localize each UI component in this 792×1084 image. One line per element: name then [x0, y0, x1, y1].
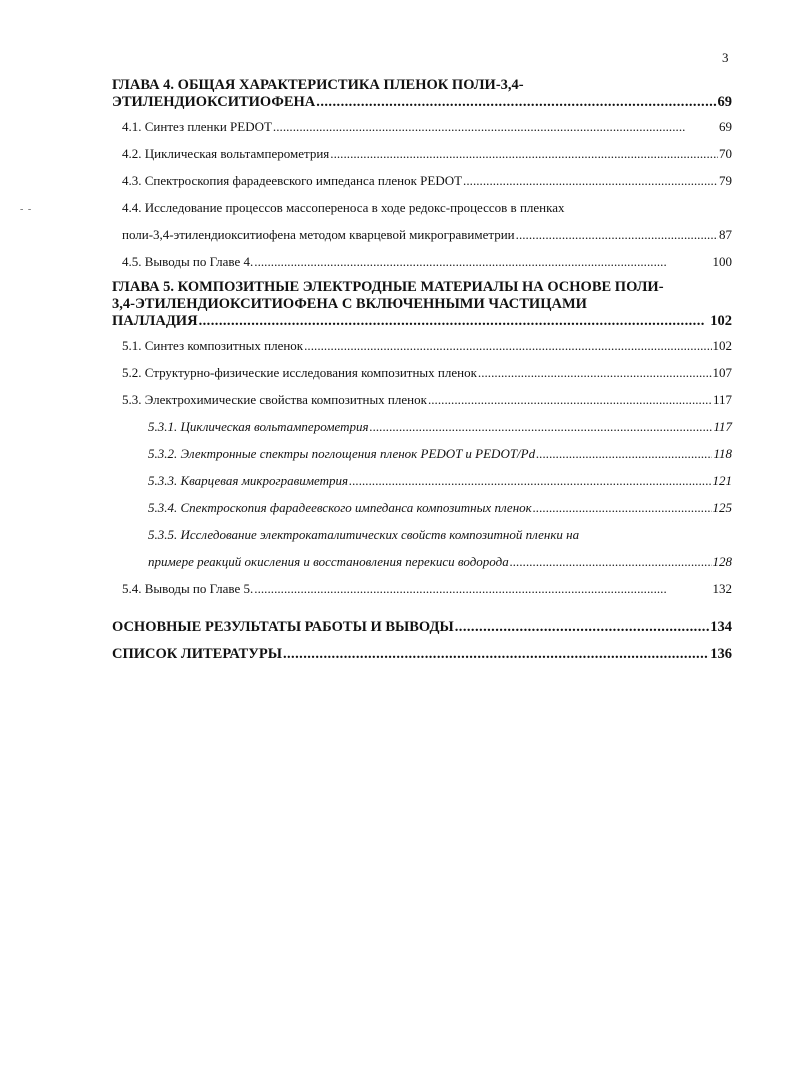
- dot-leader: [316, 94, 716, 111]
- dot-leader: [304, 332, 711, 359]
- toc-entry-title-line2: поли-3,4-этилендиокситиофена методом кварцевой микрогравиметрии: [122, 227, 515, 242]
- toc-entry-title: 4.2. Циклическая вольтамперометрия: [122, 146, 330, 161]
- chapter-5-heading[interactable]: [112, 279, 732, 330]
- toc-entry-5-3-1[interactable]: [148, 413, 732, 440]
- chapter-4-page: 69: [717, 94, 732, 110]
- scan-artifact: - -: [20, 204, 33, 215]
- toc-entry-4-3[interactable]: [122, 167, 732, 194]
- chapter-5-title-line1: ГЛАВА 5. КОМПОЗИТНЫЕ ЭЛЕКТРОДНЫЕ МАТЕРИАЛЫ НА ОСНОВЕ ПОЛИ-: [112, 279, 664, 295]
- page-number: 3: [722, 50, 729, 65]
- toc-entry-page: 134: [710, 619, 732, 635]
- table-of-contents: [112, 77, 732, 668]
- toc-entry-4-1[interactable]: [122, 113, 732, 140]
- dot-leader: [428, 386, 712, 413]
- dot-leader: [254, 248, 711, 275]
- toc-entry-page: 136: [710, 646, 732, 662]
- dot-leader: [349, 467, 711, 494]
- dot-leader: [536, 440, 712, 467]
- dot-leader: [199, 313, 710, 330]
- toc-entry-title: 5.1. Синтез композитных пленок: [122, 338, 304, 353]
- dot-leader: [455, 614, 710, 641]
- dot-leader: [370, 413, 713, 440]
- toc-entry-5-3-4[interactable]: [148, 494, 732, 521]
- toc-entry-title-line1: 5.3.5. Исследование электрокаталитических свойств композитной пленки на: [148, 527, 580, 542]
- toc-entry-title-line2: примере реакций окисления и восстановления перекиси водорода: [148, 554, 509, 569]
- toc-entry-title: 5.2. Структурно-физические исследования композитных пленок: [122, 365, 477, 380]
- chapter-4-title-line2: ЭТИЛЕНДИОКСИТИОФЕНА: [112, 94, 316, 110]
- toc-entry-5-2[interactable]: [122, 359, 732, 386]
- toc-entry-title: 5.3.2. Электронные спектры поглощения пленок PEDOT и PEDOT/Pd: [148, 446, 536, 461]
- chapter-4-title-line1: ГЛАВА 4. ОБЩАЯ ХАРАКТЕРИСТИКА ПЛЕНОК ПОЛИ-3,4-: [112, 77, 524, 93]
- toc-entry-title: 5.3.1. Циклическая вольтамперометрия: [148, 419, 369, 434]
- toc-entry-page: 128: [712, 554, 732, 569]
- toc-entry-title: 5.3.4. Спектроскопия фарадеевского импеданса композитных пленок: [148, 500, 532, 515]
- toc-entry-page: 107: [712, 365, 732, 380]
- toc-entry-page: 117: [712, 392, 732, 407]
- toc-entry-title: 4.5. Выводы по Главе 4.: [122, 254, 254, 269]
- dot-leader: [533, 494, 712, 521]
- chapter-4-heading[interactable]: [112, 77, 732, 111]
- toc-entry-5-1[interactable]: [122, 332, 732, 359]
- toc-entry-4-4[interactable]: [122, 194, 732, 248]
- chapter-5-title-line3: ПАЛЛАДИЯ: [112, 313, 198, 329]
- toc-entry-title: 5.3.3. Кварцевая микрогравиметрия: [148, 473, 349, 488]
- dot-leader: [330, 140, 718, 167]
- toc-entry-page: 117: [713, 419, 732, 434]
- toc-entry-title: СПИСОК ЛИТЕРАТУРЫ: [112, 646, 282, 662]
- dot-leader: [254, 575, 711, 602]
- toc-entry-page: 79: [719, 173, 732, 188]
- dot-leader: [463, 167, 718, 194]
- toc-entry-page: 87: [719, 227, 732, 242]
- toc-entry-5-4[interactable]: [122, 575, 732, 602]
- dot-leader: [478, 359, 712, 386]
- toc-entry-page: 70: [719, 146, 732, 161]
- chapter-5-title-line2: 3,4-ЭТИЛЕНДИОКСИТИОФЕНА С ВКЛЮЧЕННЫМИ ЧАСТИЦАМИ: [112, 296, 587, 312]
- toc-entry-title-line1: 4.4. Исследование процессов массопереноса в ходе редокс-процессов в пленках: [122, 200, 565, 215]
- toc-entry-title: 5.4. Выводы по Главе 5.: [122, 581, 254, 596]
- dot-leader: [273, 113, 718, 140]
- toc-entry-results[interactable]: [112, 614, 732, 641]
- toc-entry-page: 102: [712, 338, 732, 353]
- toc-entry-4-5[interactable]: [122, 248, 732, 275]
- toc-entry-page: 118: [713, 446, 732, 461]
- toc-entry-page: 125: [712, 500, 732, 515]
- toc-entry-title: 5.3. Электрохимические свойства композитных пленок: [122, 392, 427, 407]
- chapter-5-page: 102: [710, 313, 732, 329]
- toc-entry-5-3-5[interactable]: [148, 521, 732, 575]
- toc-entry-5-3-2[interactable]: [148, 440, 732, 467]
- toc-entry-5-3[interactable]: [122, 386, 732, 413]
- toc-entry-title: 4.1. Синтез пленки PEDOT: [122, 119, 272, 134]
- toc-entry-references[interactable]: [112, 641, 732, 668]
- dot-leader: [516, 221, 718, 248]
- dot-leader: [283, 641, 709, 668]
- toc-entry-page: 69: [719, 119, 732, 134]
- toc-entry-page: 132: [712, 581, 732, 596]
- dot-leader: [510, 548, 712, 575]
- toc-entry-title: 4.3. Спектроскопия фарадеевского импеданса пленок PEDOT: [122, 173, 463, 188]
- toc-entry-page: 121: [712, 473, 732, 488]
- toc-entry-5-3-3[interactable]: [148, 467, 732, 494]
- toc-entry-title: ОСНОВНЫЕ РЕЗУЛЬТАТЫ РАБОТЫ И ВЫВОДЫ: [112, 619, 454, 635]
- toc-entry-page: 100: [712, 254, 732, 269]
- toc-entry-4-2[interactable]: [122, 140, 732, 167]
